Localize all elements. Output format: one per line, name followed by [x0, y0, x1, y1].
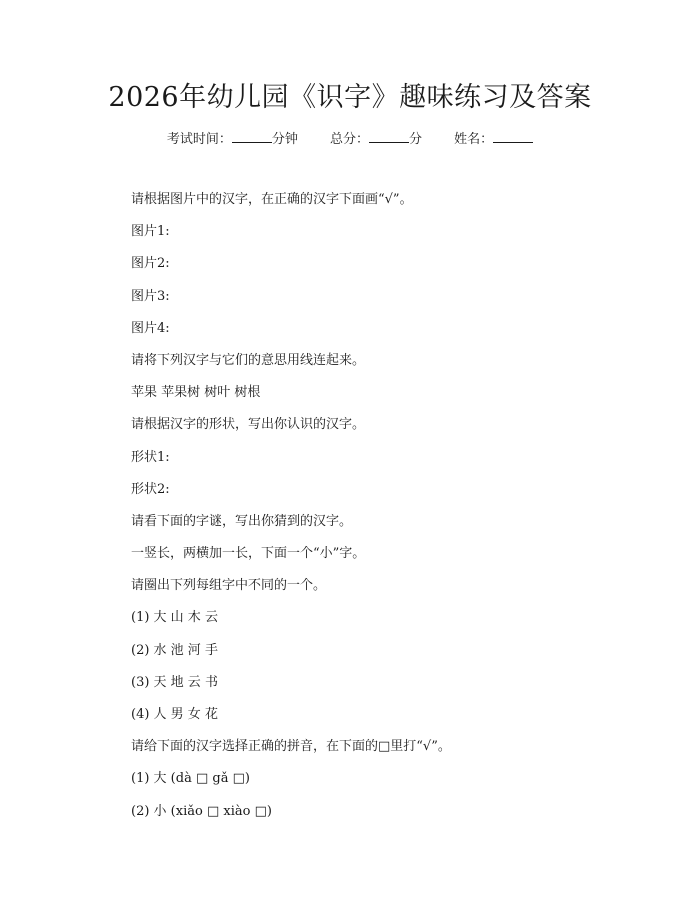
picture-4-item: 图片4:: [131, 320, 170, 336]
instruction-picture-mark: 请根据图片中的汉字，在正确的汉字下面画“√”。: [131, 192, 413, 207]
pinyin-item-2: (2) 小 (xiǎo □ xiào □): [131, 803, 272, 819]
instruction-match-meaning: 请将下列汉字与它们的意思用线连起来。: [131, 352, 366, 368]
exam-time-label: 考试时间：: [166, 132, 232, 147]
exam-time-unit: 分钟: [271, 132, 298, 147]
odd-group-1: (1) 大 山 木 云: [131, 610, 218, 626]
student-name: [454, 130, 533, 150]
match-words: 苹果 苹果树 树叶 树根: [131, 385, 261, 401]
exercise-content: [131, 188, 671, 832]
exam-meta: [0, 130, 700, 150]
page-title: 2026年幼儿园《识字》趣味练习及答案: [108, 82, 592, 113]
total-score-label: 总分：: [329, 132, 369, 147]
odd-group-2: (2) 水 池 河 手: [131, 642, 218, 658]
instruction-riddle: 请看下面的字谜，写出你猜到的汉字。: [131, 513, 353, 529]
student-name-blank[interactable]: [493, 130, 533, 143]
picture-2-item: 图片2:: [131, 256, 170, 272]
picture-3-item: 图片3:: [131, 288, 170, 304]
exam-time-blank[interactable]: [232, 130, 272, 143]
exam-time: [167, 130, 298, 150]
total-score-unit: 分: [409, 132, 423, 147]
picture-1-item: 图片1:: [131, 224, 170, 240]
riddle-text: 一竖长，两横加一长，下面一个“小”字。: [131, 546, 366, 562]
student-name-label: 姓名：: [454, 132, 494, 147]
shape-1-item: 形状1:: [131, 449, 170, 465]
pinyin-item-1: (1) 大 (dà □ gǎ □): [131, 771, 250, 787]
instruction-shape-write: 请根据汉字的形状，写出你认识的汉字。: [131, 417, 366, 433]
odd-group-3: (3) 天 地 云 书: [131, 674, 218, 690]
total-score: [330, 130, 422, 150]
total-score-blank[interactable]: [369, 130, 409, 143]
odd-group-4: (4) 人 男 女 花: [131, 707, 218, 722]
instruction-circle-odd: 请圈出下列每组字中不同的一个。: [131, 578, 327, 594]
instruction-pinyin: 请给下面的汉字选择正确的拼音，在下面的□里打“√”。: [131, 739, 451, 755]
shape-2-item: 形状2:: [131, 481, 170, 497]
